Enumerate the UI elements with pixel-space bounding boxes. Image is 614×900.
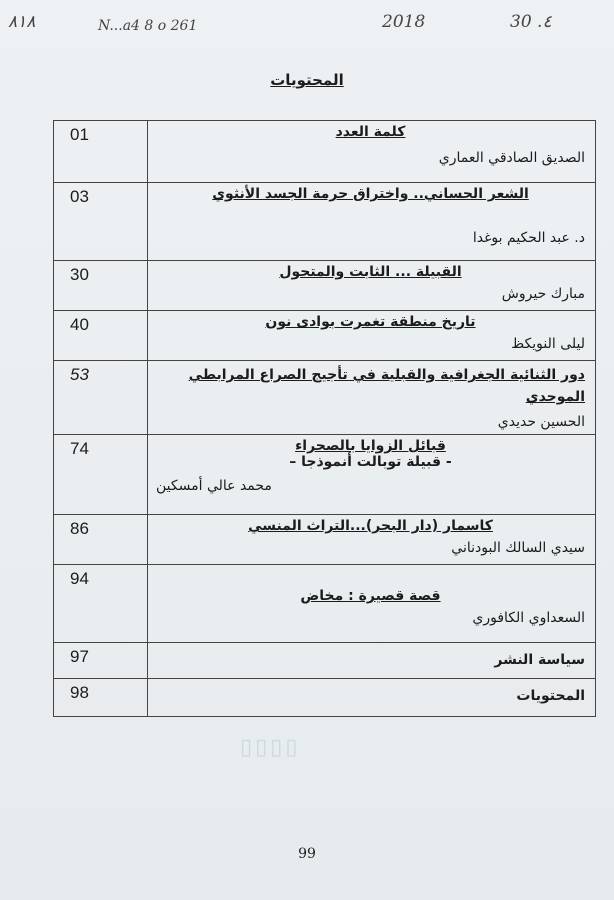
toc-row bbox=[54, 679, 596, 717]
toc-page: 40 bbox=[54, 311, 148, 361]
toc-author: الحسين حديدي bbox=[497, 414, 585, 430]
toc-author: د. عبد الحكيم بوغدا bbox=[472, 230, 585, 246]
toc-content bbox=[148, 679, 596, 717]
toc-content bbox=[148, 435, 596, 515]
toc-content bbox=[148, 261, 596, 311]
toc-row bbox=[54, 643, 596, 679]
toc-page: 86 bbox=[54, 515, 148, 565]
handwritten-note: ٨١٨ bbox=[8, 12, 36, 32]
toc-author: سيدي السالك البودناني bbox=[451, 540, 585, 556]
toc-author: محمد عالي أمسكين bbox=[156, 478, 272, 494]
toc-content bbox=[148, 311, 596, 361]
toc-subtitle: - قبيلة توبالت أنموذجا – bbox=[289, 454, 452, 470]
toc-page: 53 bbox=[54, 361, 148, 435]
toc-title[interactable]: قبائل الزوايا بالصحراء bbox=[295, 438, 446, 454]
toc-content bbox=[148, 643, 596, 679]
toc-title[interactable]: المحتويات bbox=[516, 688, 585, 704]
handwritten-date: 30 .٤ bbox=[510, 12, 552, 32]
toc-row bbox=[54, 183, 596, 261]
toc-row bbox=[54, 515, 596, 565]
toc-page: 01 bbox=[54, 121, 148, 183]
toc-title[interactable]: تاريخ منطقة تغمرت بوادى نون bbox=[265, 314, 476, 330]
toc-row bbox=[54, 565, 596, 643]
toc-page: 30 bbox=[54, 261, 148, 311]
toc-page: 94 bbox=[54, 565, 148, 643]
toc-title[interactable]: كلمة العدد bbox=[335, 124, 406, 140]
toc-content bbox=[148, 515, 596, 565]
toc-row bbox=[54, 361, 596, 435]
toc-author: مبارك حيروش bbox=[501, 286, 585, 302]
page-number: 99 bbox=[298, 846, 316, 862]
toc-content bbox=[148, 361, 596, 435]
page-title: المحتويات bbox=[270, 71, 344, 89]
toc-table bbox=[53, 120, 596, 717]
toc-page: 03 bbox=[54, 183, 148, 261]
toc-title[interactable]: قصة قصيرة : مخاض bbox=[300, 588, 441, 604]
toc-content bbox=[148, 565, 596, 643]
handwritten-number: N...a4 8 o 261 bbox=[98, 18, 198, 34]
toc-row bbox=[54, 311, 596, 361]
toc-row bbox=[54, 261, 596, 311]
toc-title[interactable]: القبيلة ... الثابت والمتحول bbox=[279, 264, 462, 280]
toc-page: 98 bbox=[54, 679, 148, 717]
toc-page: 74 bbox=[54, 435, 148, 515]
toc-page: 97 bbox=[54, 643, 148, 679]
toc-content bbox=[148, 121, 596, 183]
toc-author: السعداوي الكافوري bbox=[472, 610, 585, 626]
handwritten-year: 2018 bbox=[382, 12, 426, 32]
bleed-through-artifact: ▯▯▯▯ bbox=[240, 735, 301, 760]
toc-row bbox=[54, 121, 596, 183]
toc-title[interactable]: كاسمار (دار البحر)...التراث المنسي bbox=[248, 518, 493, 534]
toc-title[interactable]: الشعر الحساني.. واختراق حرمة الجسد الأنثوي bbox=[212, 186, 529, 202]
toc-author: ليلى النويكظ bbox=[511, 336, 585, 352]
toc-title[interactable]: دور الثنائية الجغرافية والقبلية في تأجيج الصراع المرابطي الموحدي bbox=[188, 367, 585, 405]
toc-content bbox=[148, 183, 596, 261]
toc-title[interactable]: سياسة النشر bbox=[494, 652, 585, 668]
toc-author: الصديق الصادقي العماري bbox=[438, 150, 585, 166]
toc-row bbox=[54, 435, 596, 515]
